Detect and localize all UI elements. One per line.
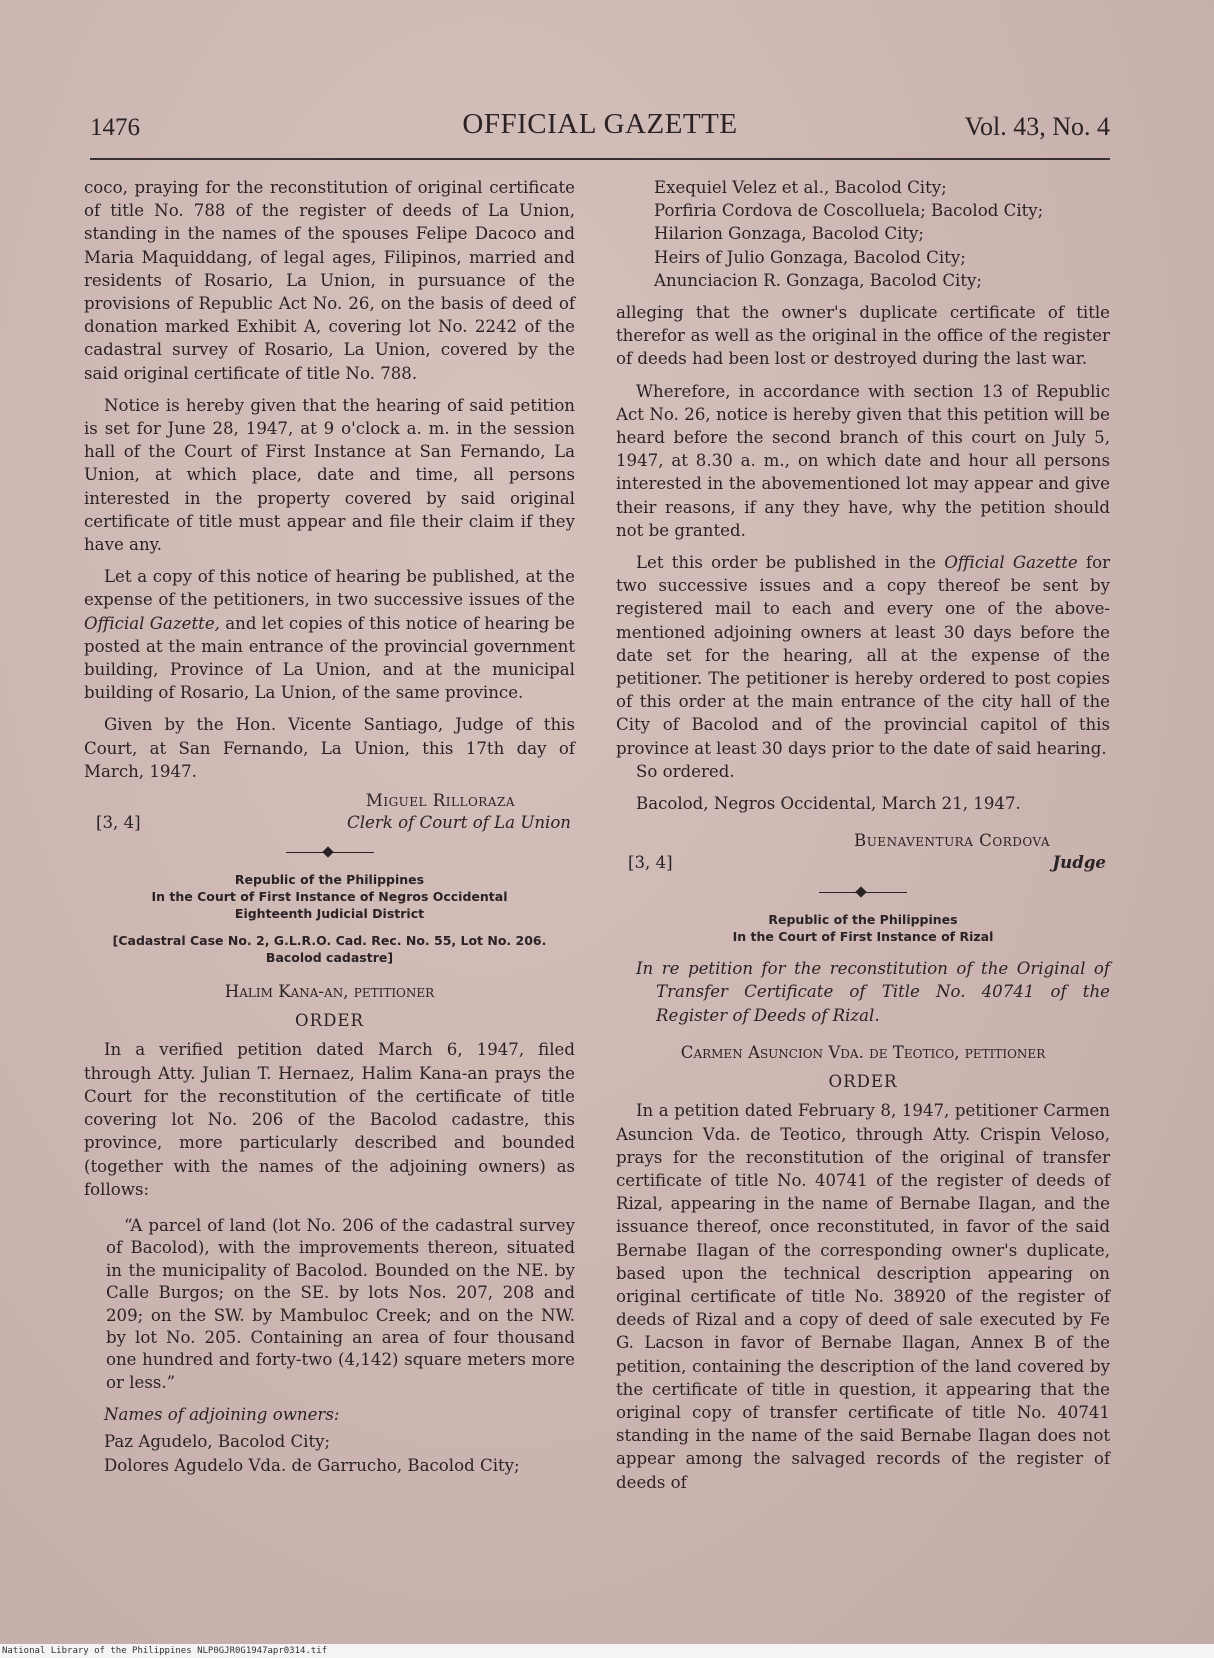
owner-entry: Anunciacion R. Gonzaga, Bacolod City; [654,270,982,290]
court-line: Eighteenth Judicial District [234,906,425,922]
paragraph: In a verified petition dated March 6, 1947, filed through Atty. Julian T. Hernaez, Halim Kana-an prays the Court for the reconstitution of the certificate of title covering lot No. 206 of the Bacolod cadastre, this province, more particularly described and bounded (together with the names of the adjoining owners) as follows: [84,1040,575,1199]
issue-reference: [3, 4] [628,853,673,873]
text-span: for two successive issues and a copy thereof be sent by registered mail to each and every one of the above-mentioned adjoining owners at least 30 days before the date set for the hearing, all at the expense of the petitioner. The petitioner is hereby ordered to post copies of this order at the main entrance of the city hall of the City of Bacolod and of the provincial capitol of this province at least 30 days prior to the date of said hearing. [616,553,1110,758]
page-header [90,108,1110,148]
owners-list [616,176,1110,292]
issue-reference: [3, 4] [96,813,141,833]
owners-label: Names of adjoining owners: [104,1405,340,1425]
order-heading: ORDER [294,1011,364,1031]
section-divider [616,887,1110,897]
owner-entry: Exequiel Velez et al., Bacolod City; [654,178,947,197]
paragraph: Bacolod, Negros Occidental, March 21, 1947. [636,794,1021,814]
paragraph: So ordered. [636,761,735,781]
court-line: Republic of the Philippines [768,912,958,928]
header-rule [90,158,1110,160]
court-line: In the Court of First Instance of Rizal [732,929,994,945]
signature-block [616,823,1110,871]
paragraph: alleging that the owner's duplicate certificate of title therefor as well as the original in the office of the register of deeds had been lost or destroyed during the last war. [616,303,1110,369]
text-span: Let a copy of this notice of hearing be published, at the expense of the petitioners, in two successive issues of the [84,567,575,610]
text-span: and let copies of this notice of hearing be posted at the main entrance of the provincial government building, Province of La Union, and at the municipal building of Rosario, La Union, of the same province. [84,613,575,703]
owner-entry: Paz Agudelo, Bacolod City; [104,1432,331,1452]
petitioner-name: Carmen Asuncion Vda. de Teotico, petitioner [680,1042,1046,1062]
publication-title: OFFICIAL GAZETTE [462,108,738,140]
petitioner-name: Halim Kana-an, petitioner [224,982,435,1002]
volume-number: Vol. 43, No. 4 [964,112,1110,141]
order-heading: ORDER [828,1072,898,1092]
gazette-name: Official Gazette [944,553,1078,573]
paragraph: Given by the Hon. Vicente Santiago, Judge of this Court, at San Fernando, La Union, this 17th day of March, 1947. [84,715,575,781]
case-reference: [Cadastral Case No. 2, G.L.R.O. Cad. Rec. No. 55, Lot No. 206. Bacolod cadastre] [112,933,547,966]
paragraph: coco, praying for the reconstitution of original certificate of title No. 788 of the register of deeds of La Union, standing in the names of the spouses Felipe Dacoco and Maria Maquiddang, of legal ages, Filipinos, married and residents of Rosario, La Union, in pursuance of the provisions of Republic Act No. 26, on the basis of deed of donation marked Exhibit A, covering lot No. 2242 of the cadastral survey of Rosario, La Union, covered by the said original certificate of title No. 788. [84,178,575,383]
signatory-title: Judge [1052,852,1106,873]
owner-entry: Heirs of Julio Gonzaga, Bacolod City; [654,247,966,267]
paragraph: Notice is hereby given that the hearing of said petition is set for June 28, 1947, at 9 o'clock a. m. in the session hall of the Court of First Instance at San Fernando, La Union, at which place, date and time, all persons interested in the property covered by said original certificate of title must appear and file their claim if they have any. [84,395,575,555]
paragraph: In a petition dated February 8, 1947, petitioner Carmen Asuncion Vda. de Teotico, through Atty. Crispin Veloso, prays for the reconstitution of the original of transfer certificate of title No. 40741 of the register of deeds of Rizal, appearing in the name of Bernabe Ilagan, and the issuance thereof, once reconstituted, in favor of the said Bernabe Ilagan of the corresponding owner's duplicate, based upon the technical description appearing on original certificate of title No. 38920 of the register of deeds of Rizal and a copy of deed of sale executed by Fe G. Lacson in favor of Bernabe Ilagan, Annex B of the petition, containing the description of the land covered by the certificate of title in question, it appearing that the original copy of transfer certificate of title No. 40741 standing in the name of the said Bernabe Ilagan does not appear among the salvaged records of the register of deeds of [616,1101,1110,1492]
paragraph [616,551,1110,760]
owner-entry: Hilarion Gonzaga, Bacolod City; [654,224,925,244]
right-column [616,176,1110,1494]
court-line: In the Court of First Instance of Negros Occidental [151,889,508,905]
paragraph: Wherefore, in accordance with section 13 of Republic Act No. 26, notice is hereby given that this petition will be heard before the second branch of this court on July 5, 1947, at 8.30 a. m., on which date and hour all persons interested in the abovementioned lot may appear and give their reasons, if any they have, why the petition should not be granted. [616,381,1110,540]
court-heading [84,871,575,922]
left-column [84,176,575,1477]
owner-entry: Porfiria Cordova de Coscolluela; Bacolod City; [654,201,1044,221]
scan-footer: National Library of the Philippines NLP0GJR0G1947apr0314.tif [0,1644,1214,1658]
court-heading [616,911,1110,945]
in-re-caption: In re petition for the reconstitution of the Original of Transfer Certificate of Title No. 40741 of the Register of Deeds of Rizal. [636,959,1110,1025]
court-line: Republic of the Philippines [234,872,425,888]
land-description-quote: “A parcel of land (lot No. 206 of the cadastral survey of Bacolod), with the improvements thereon, situated in the municipality of Bacolod. Bounded on the NE. by Calle Burgos; on the SE. by lots Nos. 207, 208 and 209; on the SW. by Mambuloc Creek; and on the NW. by lot No. 205. Containing an area of four thousand one hundred and forty-two (4,142) square meters more or less.” [106,1215,575,1392]
signatory-title: Clerk of Court of La Union [347,813,571,833]
section-divider [84,847,575,857]
owner-entry: Dolores Agudelo Vda. de Garrucho, Bacolod City; [104,1455,520,1475]
signatory-name: Buenaventura Cordova [854,831,1050,851]
gazette-name: Official Gazette, [84,613,220,633]
signatory-name: Miguel Rilloraza [365,791,515,811]
page-number: 1476 [90,114,140,141]
text-span: Let this order be published in the [636,553,945,573]
paragraph [84,565,575,704]
signature-block [84,783,575,831]
